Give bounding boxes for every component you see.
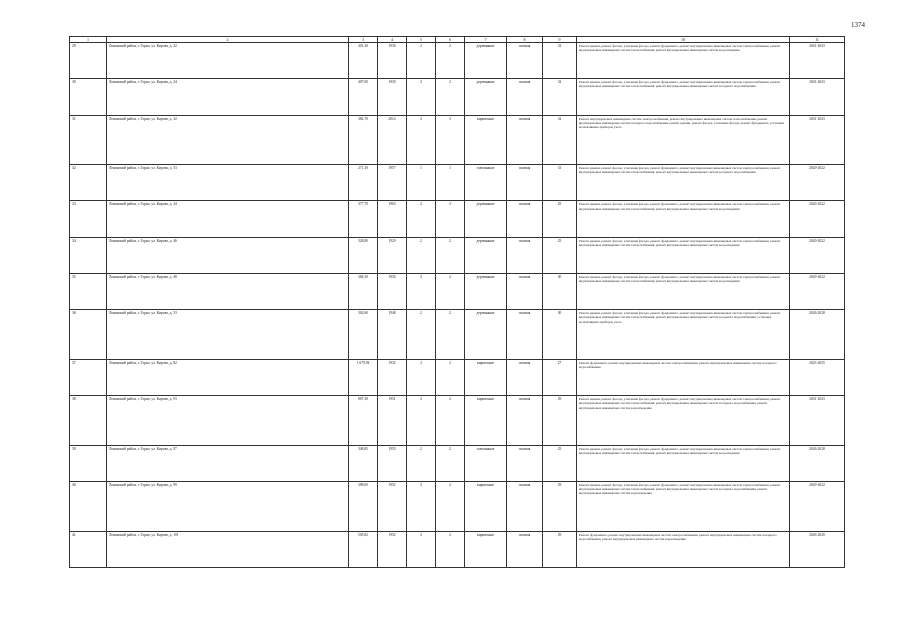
roof-cell: скатная (507, 482, 543, 532)
column-header: 11 (790, 37, 845, 43)
floors-cell: 2 (407, 310, 436, 360)
address-cell: Ленинский район, г. Горно, ул. Кирова, д. 82 (107, 359, 349, 395)
wear-cell: 25 (543, 201, 577, 237)
period-cell: 2041-2043 (790, 79, 845, 115)
period-cell: 2020-2022 (790, 201, 845, 237)
walls-cell: кирпичные (465, 531, 507, 567)
column-header: 9 (543, 37, 577, 43)
works-cell: Ремонт крыши, ремонт фасада, утепление фасада, ремонт фундамента, ремонт внутридомовых инженерных систем электроснабжения, ремонт внутридомовых инженерных систем теплоснабжения, ремонт внутридомовых инженерных систем водоотведения (577, 273, 790, 309)
table-row (70, 237, 845, 273)
wear-cell: 30 (543, 273, 577, 309)
year-cell: 1930 (378, 273, 407, 309)
address-cell: Ленинский район, г. Горно, ул. Кирова, д. 32 (107, 115, 349, 165)
area-cell: 348,85 (349, 445, 378, 481)
roof-cell: скатная (507, 273, 543, 309)
floors-cell: 2 (407, 79, 436, 115)
works-cell: Ремонт крыши, ремонт фасада, утепление фасада, ремонт фундамента, ремонт внутридомовых инженерных систем электроснабжения, ремонт внутридомовых инженерных систем теплоснабжения, ремонт внутридомовых инженерных систем холодного водоснабжения (577, 79, 790, 115)
wear-cell: 32 (543, 79, 577, 115)
roof-cell: скатная (507, 531, 543, 567)
column-header: 8 (507, 37, 543, 43)
roof-cell: скатная (507, 237, 543, 273)
period-cell: 2026-2028 (790, 531, 845, 567)
table-row (70, 310, 845, 360)
wear-cell: 29 (543, 482, 577, 532)
table-row (70, 359, 845, 395)
year-cell: 1930 (378, 79, 407, 115)
table-row (70, 43, 845, 79)
entrances-cell: 1 (436, 165, 465, 201)
row-number: 32 (70, 165, 107, 201)
wear-cell: 25 (543, 445, 577, 481)
year-cell: 1930 (378, 43, 407, 79)
floors-cell: 2 (407, 445, 436, 481)
table-row (70, 201, 845, 237)
column-header: 6 (436, 37, 465, 43)
column-header: 2 (107, 37, 349, 43)
works-cell: Ремонт крыши, ремонт фасада, утепление фасада, ремонт фундамента, ремонт внутридомовых инженерных систем электроснабжения, ремонт внутридомовых инженерных систем теплоснабжения, ремонт внутридомовых инженерных систем холодного водоснабжения, ремонт внутридомовых инженерных систем водоотведения (577, 482, 790, 532)
page-number: 1374 (851, 21, 865, 29)
column-header: 1 (70, 37, 107, 43)
walls-cell: кирпичные (465, 396, 507, 446)
row-number: 33 (70, 201, 107, 237)
row-number: 35 (70, 273, 107, 309)
entrances-cell: 2 (436, 310, 465, 360)
works-cell: Ремонт внутридомовых инженерных систем электроснабжения, ремонт внутридомовых инженерных систем теплоснабжения, ремонт внутридомовых инженерных систем холодного водоснабжения, ремонт крыши, ремонт фасада, утепление фасада, ремонт фундамента, установка коллективных приборов учета (577, 115, 790, 165)
floors-cell: 2 (407, 396, 436, 446)
area-cell: 407,00 (349, 79, 378, 115)
row-number: 39 (70, 445, 107, 481)
address-cell: Ленинский район, г. Горно, ул. Кирова, д. 53 (107, 310, 349, 360)
address-cell: Ленинский район, г. Горно, ул. Кирова, д. 48 (107, 273, 349, 309)
column-header: 3 (349, 37, 378, 43)
row-number: 38 (70, 396, 107, 446)
walls-cell: деревянные (465, 237, 507, 273)
wear-cell: 30 (543, 310, 577, 360)
floors-cell: 2 (407, 43, 436, 79)
period-cell: 2026-2028 (790, 310, 845, 360)
wear-cell: 29 (543, 531, 577, 567)
floors-cell: 2 (407, 531, 436, 567)
area-cell: 384,30 (349, 273, 378, 309)
walls-cell: кирпичные (465, 115, 507, 165)
address-cell: Ленинский район, г. Горно, ул. Кирова, д. 97 (107, 445, 349, 481)
works-cell: Ремонт крыши, ремонт фасада, утепление фасада, ремонт фундамента, ремонт внутридомовых инженерных систем электроснабжения, ремонт внутридомовых инженерных систем теплоснабжения, ремонт внутридомовых инженерных систем холодного водоснабжения (577, 165, 790, 201)
area-cell: 401,30 (349, 43, 378, 79)
address-cell: Ленинский район, г. Горно, ул. Кирова, д. 46 (107, 237, 349, 273)
works-cell: Ремонт крыши, ремонт фасада, утепление фасада, ремонт фундамента, ремонт внутридомовых инженерных систем электроснабжения, ремонт внутридомовых инженерных систем теплоснабжения, ремонт внутридомовых инженерных систем холодного водоснабжения, установка коллективных приборов учета (577, 310, 790, 360)
roof-cell: скатная (507, 396, 543, 446)
walls-cell: кирпичные (465, 359, 507, 395)
period-cell: 2041-2043 (790, 43, 845, 79)
floors-cell: 2 (407, 115, 436, 165)
table-row (70, 273, 845, 309)
works-cell: Ремонт крыши, ремонт фасада, утепление фасада, ремонт фундамента, ремонт внутридомовых инженерных систем электроснабжения, ремонт внутридомовых инженерных систем теплоснабжения, ремонт внутридомовых инженерных систем водоотведения (577, 237, 790, 273)
year-cell: 2014 (378, 115, 407, 165)
entrances-cell: 2 (436, 482, 465, 532)
walls-cell: деревянные (465, 201, 507, 237)
table-row (70, 445, 845, 481)
year-cell: 1952 (378, 531, 407, 567)
column-header: 4 (378, 37, 407, 43)
floors-cell: 2 (407, 237, 436, 273)
roof-cell: скатная (507, 445, 543, 481)
table-body (70, 43, 845, 568)
entrances-cell: 2 (436, 43, 465, 79)
table-row (70, 115, 845, 165)
entrances-cell: 2 (436, 445, 465, 481)
year-cell: 1932 (378, 359, 407, 395)
wear-cell: 32 (543, 115, 577, 165)
period-cell: 2026-2028 (790, 445, 845, 481)
table-row (70, 165, 845, 201)
works-cell: Ремонт крыши, ремонт фасада, утепление фасада, ремонт фундамента, ремонт внутридомовых инженерных систем электроснабжения, ремонт внутридомовых инженерных систем теплоснабжения, ремонт внутридомовых инженерных систем водоотведения (577, 43, 790, 79)
address-cell: Ленинский район, г. Горно, ул. Кирова, д. 22 (107, 43, 349, 79)
table-row (70, 396, 845, 446)
period-cell: 2041-2043 (790, 115, 845, 165)
column-header: 7 (465, 37, 507, 43)
area-cell: 302,60 (349, 310, 378, 360)
row-number: 31 (70, 115, 107, 165)
row-number: 30 (70, 79, 107, 115)
area-cell: 1 679,94 (349, 359, 378, 395)
year-cell: 1929 (378, 237, 407, 273)
column-header: 5 (407, 37, 436, 43)
period-cell: 2020-2022 (790, 482, 845, 532)
row-number: 37 (70, 359, 107, 395)
address-cell: Ленинский район, г. Горно, ул. Кирова, д. 24 (107, 79, 349, 115)
period-cell: 2020-2022 (790, 165, 845, 201)
wear-cell: 32 (543, 43, 577, 79)
address-cell: Ленинский район, г. Горно, ул. Кирова, д. 53 (107, 165, 349, 201)
roof-cell: скатная (507, 359, 543, 395)
works-cell: Ремонт фундамента, ремонт внутридомовых инженерных систем электроснабжения, ремонт внутридомовых инженерных систем холодного водоснабжения, ремонт внутридомовых инженерных систем водоотведения (577, 531, 790, 567)
works-cell: Ремонт крыши, ремонт фасада, утепление фасада, ремонт фундамента, ремонт внутридомовых инженерных систем электроснабжения, ремонт внутридомовых инженерных систем теплоснабжения, ремонт внутридомовых инженерных систем водоотведения (577, 201, 790, 237)
wear-cell: 29 (543, 396, 577, 446)
area-cell: 328,00 (349, 237, 378, 273)
floors-cell: 2 (407, 273, 436, 309)
year-cell: 1951 (378, 396, 407, 446)
entrances-cell: 3 (436, 201, 465, 237)
entrances-cell: 2 (436, 531, 465, 567)
year-cell: 1952 (378, 482, 407, 532)
floors-cell: 1 (407, 165, 436, 201)
area-cell: 271,10 (349, 165, 378, 201)
entrances-cell: 2 (436, 237, 465, 273)
works-cell: Ремонт фундамента, ремонт внутридомовых инженерных систем электроснабжения, ремонт внутридомовых инженерных систем холодного водоснабжения (577, 359, 790, 395)
table-row (70, 482, 845, 532)
row-number: 29 (70, 43, 107, 79)
housing-registry-table (69, 36, 845, 568)
walls-cell: смешанные (465, 165, 507, 201)
entrances-cell: 2 (436, 79, 465, 115)
row-number: 40 (70, 482, 107, 532)
row-number: 36 (70, 310, 107, 360)
column-header: 10 (577, 37, 790, 43)
address-cell: Ленинский район, г. Горно, ул. Кирова, д. 44 (107, 201, 349, 237)
roof-cell: скатная (507, 79, 543, 115)
address-cell: Ленинский район, г. Горно, ул. Кирова, д. 99 (107, 482, 349, 532)
year-cell: 1957 (378, 165, 407, 201)
row-number: 34 (70, 237, 107, 273)
row-number: 41 (70, 531, 107, 567)
address-cell: Ленинский район, г. Горно, ул. Кирова, д. 93 (107, 396, 349, 446)
area-cell: 505,82 (349, 531, 378, 567)
roof-cell: скатная (507, 43, 543, 79)
period-cell: 2020-2022 (790, 237, 845, 273)
roof-cell: скатная (507, 165, 543, 201)
entrances-cell: 2 (436, 273, 465, 309)
entrances-cell: 2 (436, 359, 465, 395)
roof-cell: скатная (507, 310, 543, 360)
floors-cell: 2 (407, 482, 436, 532)
wear-cell: 31 (543, 165, 577, 201)
works-cell: Ремонт крыши, ремонт фасада, утепление фасада, ремонт фундамента, ремонт внутридомовых инженерных систем электроснабжения, ремонт внутридомовых инженерных систем теплоснабжения, ремонт внутридомовых инженерных систем холодного водоснабжения, ремонт внутридомовых инженерных систем водоотведения (577, 396, 790, 446)
walls-cell: деревянные (465, 273, 507, 309)
period-cell: 2020-2022 (790, 273, 845, 309)
roof-cell: скатная (507, 115, 543, 165)
walls-cell: кирпичные (465, 482, 507, 532)
period-cell: 2023-2025 (790, 359, 845, 395)
walls-cell: деревянные (465, 43, 507, 79)
roof-cell: скатная (507, 201, 543, 237)
walls-cell: смешанные (465, 445, 507, 481)
period-cell: 2041-2043 (790, 396, 845, 446)
year-cell: 1955 (378, 445, 407, 481)
area-cell: 398,00 (349, 482, 378, 532)
floors-cell: 2 (407, 359, 436, 395)
year-cell: 1965 (378, 201, 407, 237)
entrances-cell: 2 (436, 396, 465, 446)
wear-cell: 25 (543, 237, 577, 273)
address-cell: Ленинский район, г. Горно, ул. Кирова, д. 101 (107, 531, 349, 567)
walls-cell: деревянные (465, 79, 507, 115)
table-row (70, 79, 845, 115)
works-cell: Ремонт крыши, ремонт фасада, утепление фасада, ремонт фундамента, ремонт внутридомовых инженерных систем электроснабжения, ремонт внутридомовых инженерных систем теплоснабжения, ремонт внутридомовых инженерных систем водоотведения (577, 445, 790, 481)
entrances-cell: 3 (436, 115, 465, 165)
floors-cell: 2 (407, 201, 436, 237)
table-row (70, 531, 845, 567)
area-cell: 382,70 (349, 115, 378, 165)
year-cell: 1948 (378, 310, 407, 360)
area-cell: 377,70 (349, 201, 378, 237)
walls-cell: деревянные (465, 310, 507, 360)
wear-cell: 27 (543, 359, 577, 395)
area-cell: 807,30 (349, 396, 378, 446)
